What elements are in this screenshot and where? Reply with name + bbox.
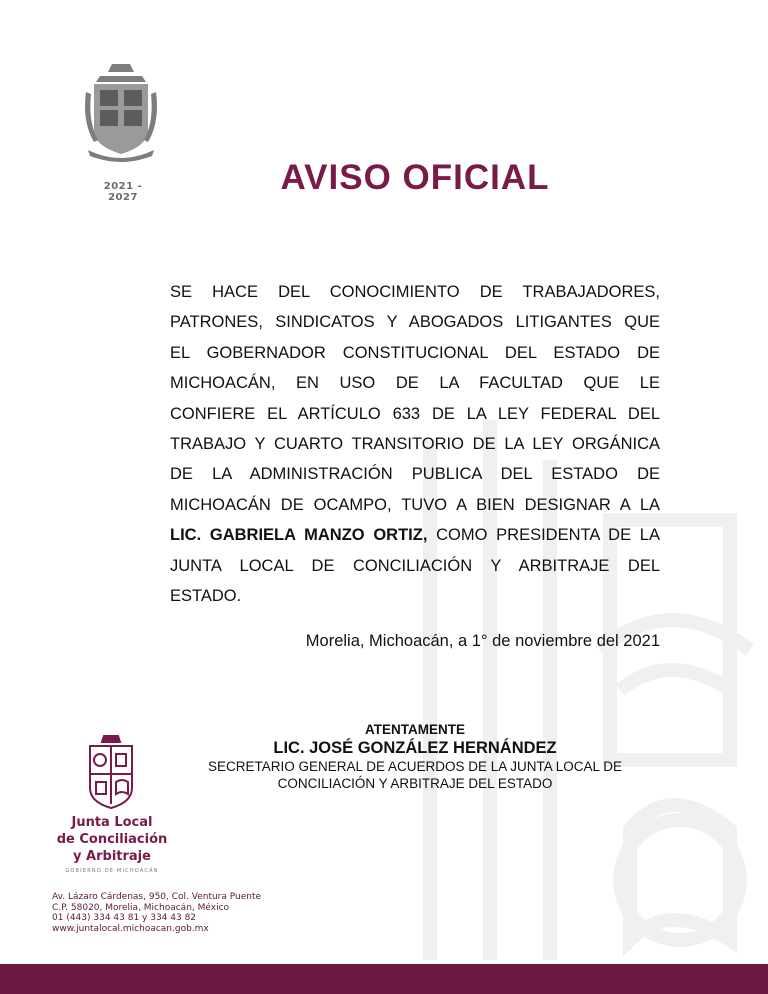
body-line: EL GOBERNADOR CONSTITUCIONAL DEL ESTADO DE [170,343,660,362]
body-line: MICHOACÁN DE OCAMPO, TUVO A BIEN DESIGNAR A LA [170,495,660,514]
body-line: PATRONES, SINDICATOS Y ABOGADOS LITIGANTES QUE [170,313,660,332]
website-link[interactable]: www.juntalocal.michoacan.gob.mx [52,923,209,934]
signatory-role: SECRETARIO GENERAL DE ACUERDOS DE LA JUNTA LOCAL DE [207,759,623,774]
page-title: AVISO OFICIAL [280,158,550,197]
address-line: C.P. 58020, Morelia, Michoacán, México [52,902,230,913]
institution-name-line: Junta Local [71,815,153,830]
designee-role: COMO PRESIDENTA DE LA [427,526,660,545]
administration-years: 2021 - 2027 [103,181,143,203]
footer-band [0,964,768,994]
signature-block [165,722,665,792]
institution-name [52,814,172,865]
notice-body [170,277,660,611]
place-date: Morelia, Michoacán, a 1° de noviembre del 2021 [305,632,660,650]
body-line: MICHOACÁN, EN USO DE LA FACULTAD QUE LE [170,374,660,393]
body-line: CONFIERE EL ARTÍCULO 633 DE LA LEY FEDERAL DEL [170,404,660,423]
designee-name: LIC. GABRIELA MANZO ORTIZ, [170,526,428,545]
closing: ATENTAMENTE [365,722,465,737]
jlca-emblem-icon [86,734,136,810]
signatory-role: CONCILIACIÓN Y ARBITRAJE DEL ESTADO [277,776,553,791]
body-line: TRABAJO Y CUARTO TRANSITORIO DE LA LEY ORGÁNICA [170,435,660,454]
phone-line: 01 (443) 334 43 81 y 334 43 82 [52,913,197,924]
body-line-designee [170,520,660,550]
address-block [52,892,312,934]
signatory-name: LIC. JOSÉ GONZÁLEZ HERNÁNDEZ [273,739,557,757]
state-seal-icon [82,62,160,166]
body-line: SE HACE DEL CONOCIMIENTO DE TRABAJADORES, [170,283,660,301]
institution-name-line: y Arbitraje [73,849,151,864]
address-line: Av. Lázaro Cárdenas, 950, Col. Ventura Puente [52,892,262,902]
body-line: JUNTA LOCAL DE CONCILIACIÓN Y ARBITRAJE DEL [170,556,660,575]
institution-name-line: de Conciliación [56,832,168,847]
body-line: ESTADO. [170,587,242,606]
government-label: GOBIERNO DE MICHOACÁN [65,868,159,874]
body-line: DE LA ADMINISTRACIÓN PUBLICA DEL ESTADO DE [170,465,660,484]
